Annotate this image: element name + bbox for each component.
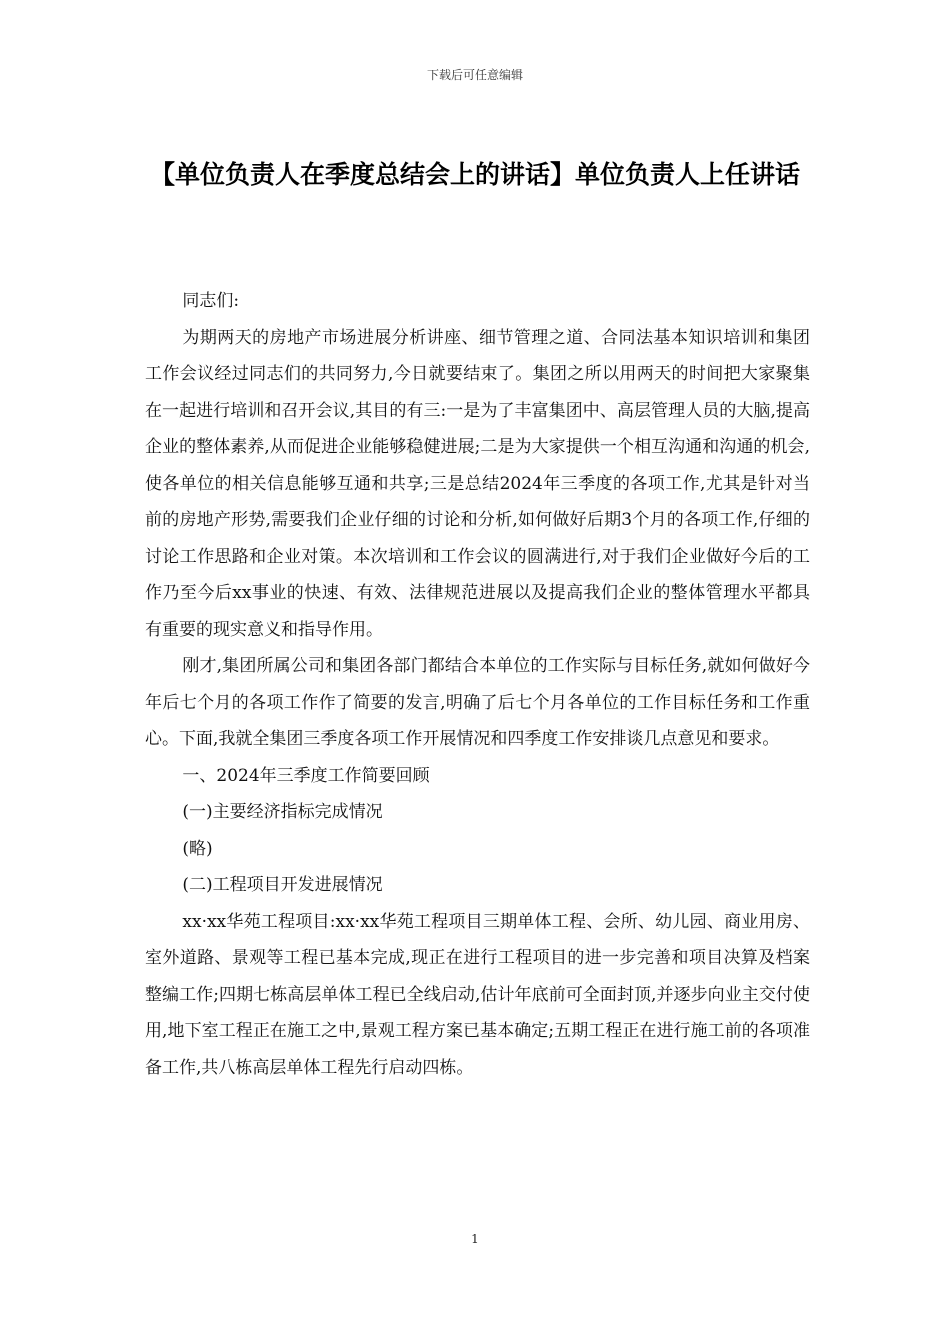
document-title: 【单位负责人在季度总结会上的讲话】单位负责人上任讲话 [150, 160, 801, 189]
header-note: 下载后可任意编辑 [426, 68, 523, 82]
subsection-heading: (一)主要经济指标完成情况 [182, 802, 383, 822]
subsection-heading: (二)工程项目开发进展情况 [182, 875, 383, 895]
body-paragraph: 为期两天的房地产市场进展分析讲座、细节管理之道、合同法基本知识培训和集团工作会议经过同志们的共同努力,今日就要结束了。集团之所以用两天的时间把大家聚集在一起进行培训和召开会议,其目的有三:一是为了丰富集团中、高层管理人员的大脑,提高企业的整体素养,从而促进企业能够稳健进展;二是为大家提供一个相互沟通和沟通的机会,使各单位的相关信息能够互通和共享;三是总结2024年三季度的各项工作,尤其是针对当前的房地产形势,需要我们企业仔细的讨论和分析,如何做好后期3个月的各项工作,仔细的讨论工作思路和企业对策。本次培训和工作会议的圆满进行,对于我们企业做好今后的工作乃至今后xx事业的快速、有效、法律规范进展以及提高我们企业的整体管理水平都具有重要的现实意义和指导作用。 [145, 327, 810, 640]
document-body [145, 283, 810, 1086]
body-paragraph: xx·xx华苑工程项目:xx·xx华苑工程项目三期单体工程、会所、幼儿园、商业用房、室外道路、景观等工程已基本完成,现正在进行工程项目的进一步完善和项目决算及档案整编工作;四期七栋高层单体工程已全线启动,估计年底前可全面封顶,并逐步向业主交付使用,地下室工程正在施工之中,景观工程方案已基本确定;五期工程正在进行施工前的各项准备工作,共八栋高层单体工程先行启动四栋。 [145, 911, 810, 1078]
body-paragraph: (略) [182, 838, 213, 859]
section-heading: 一、2024年三季度工作简要回顾 [182, 765, 430, 786]
salutation-paragraph: 同志们: [182, 291, 240, 311]
body-paragraph: 刚才,集团所属公司和集团各部门都结合本单位的工作实际与目标任务,就如何做好今年后七个月的各项工作作了简要的发言,明确了后七个月各单位的工作目标任务和工作重心。下面,我就全集团三季度各项工作开展情况和四季度工作安排谈几点意见和要求。 [145, 656, 810, 749]
page-number: 1 [471, 1232, 479, 1246]
